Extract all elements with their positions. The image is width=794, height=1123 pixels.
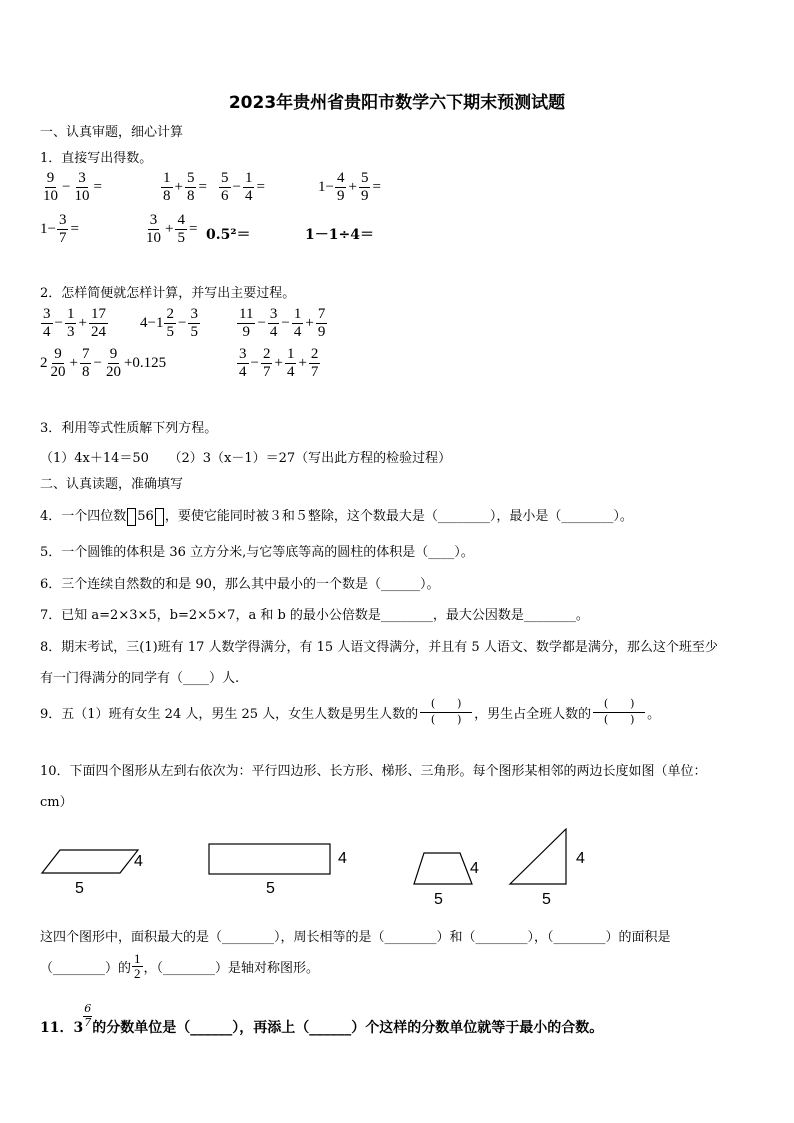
q11-text: 11．3 6 7 的分数单位是（______），再添上（______）个这样的分数单位就等于最小的合数。 xyxy=(40,1002,604,1037)
blank-digit-box[interactable] xyxy=(155,508,164,526)
rectangle-height-label: 4 xyxy=(338,850,347,867)
q1-expr-7: 0.5²＝ xyxy=(206,227,251,243)
q7-text: 7．已知 a=2×3×5，b=2×5×7，a 和 b 的最小公倍数是________，最大公因数是________。 xyxy=(40,608,589,623)
q1-expr-4: 1− $\frac{4}{9}$ + $\frac{5}{9}$ = xyxy=(318,170,381,204)
triangle-figure xyxy=(508,828,570,886)
q1-expr-8: 1－1÷4＝ xyxy=(305,227,374,243)
q1-expr-6: $\frac{3}{10}$ + $\frac{4}{5}$ = xyxy=(146,212,198,246)
blank-digit-box[interactable] xyxy=(127,508,136,526)
rectangle-width-label: 5 xyxy=(266,880,275,897)
q2-expr-2: 4−1 $\frac{2}{5}$ − $\frac{3}{5}$ xyxy=(140,306,198,340)
trapezoid-width-label: 5 xyxy=(434,891,443,908)
q10-text-line2: cm） xyxy=(40,795,73,810)
q3-equations: （1）4x＋14＝50 （2）3（x－1）＝27（写出此方程的检验过程） xyxy=(40,451,452,466)
trapezoid-height-label: 4 xyxy=(470,860,479,877)
q8-text-line2: 有一门得满分的同学有（____）人. xyxy=(40,671,240,686)
q2-expr-3: $\frac{11}{9}$ − $\frac{3}{4}$ − $\frac{1}{4}$ + $\frac{7}{9}$ xyxy=(239,306,326,340)
q6-text: 6．三个连续自然数的和是 90，那么其中最小的一个数是（______）。 xyxy=(40,577,440,592)
triangle-width-label: 5 xyxy=(542,891,551,908)
parallelogram-height-label: 4 xyxy=(134,853,143,870)
blank-fraction[interactable]: ( ) ( ) xyxy=(593,697,645,728)
q1-expr-1: $\frac{9}{10}$ − $\frac{3}{10}$ = xyxy=(43,170,102,204)
rectangle-figure xyxy=(208,843,333,877)
q2-label: 2．怎样简便就怎样计算，并写出主要过程。 xyxy=(40,286,296,301)
q1-label: 1．直接写出得数。 xyxy=(40,151,153,166)
q2-expr-1: $\frac{3}{4}$ − $\frac{1}{3}$ + $\frac{17}{24}$ xyxy=(43,306,106,340)
q3-label: 3．利用等式性质解下列方程。 xyxy=(40,421,218,436)
blank-fraction[interactable]: ( ) ( ) xyxy=(420,697,472,728)
q1-expr-5: 1− $\frac{3}{7}$ = xyxy=(40,212,79,246)
parallelogram-width-label: 5 xyxy=(75,880,84,897)
q2-expr-5: $\frac{3}{4}$ − $\frac{2}{7}$ + $\frac{1}{4}$ + $\frac{2}{7}$ xyxy=(239,346,319,380)
q2-expr-4: 2 $\frac{9}{20}$ + $\frac{7}{8}$ − $\frac{9}{20}$ +0.125 xyxy=(40,346,167,380)
section-2-heading: 二、认真读题，准确填写 xyxy=(40,477,184,492)
section-1-heading: 一、认真审题，细心计算 xyxy=(40,125,184,140)
q1-expr-2: $\frac{1}{8}$ + $\frac{5}{8}$ = xyxy=(163,170,207,204)
q10-text-line1: 10．下面四个图形从左到右依次为：平行四边形、长方形、梯形、三角形。每个图形某相邻的两边长度如图（单位： xyxy=(40,764,707,779)
q9-text: 9．五（1）班有女生 24 人，男生 25 人，女生人数是男生人数的 ( ) ( ) ，男生占全班人数的 ( ) ( ) 。 xyxy=(40,697,661,726)
q10-text-line3: 这四个图形中，面积最大的是（________），周长相等的是（________）和（________），（________）的面积是 xyxy=(40,930,671,945)
triangle-height-label: 4 xyxy=(576,850,585,867)
trapezoid-figure xyxy=(412,852,474,886)
q1-expr-3: $\frac{5}{6}$ − $\frac{1}{4}$ = xyxy=(221,170,265,204)
q5-text: 5．一个圆锥的体积是 36 立方分米,与它等底等高的圆柱的体积是（____）。 xyxy=(40,545,474,560)
q8-text-line1: 8．期末考试，三(1)班有 17 人数学得满分，有 15 人语文得满分，并且有 5 人语文、数学都是满分，那么这个班至少 xyxy=(40,640,718,655)
q10-text-line4: （________）的 $\frac{1}{2}$ ，（________）是轴对称图形。 xyxy=(40,951,320,982)
page-title: 2023年贵州省贵阳市数学六下期末预测试题 xyxy=(228,93,566,113)
q4-text: 4．一个四位数 56 ，要使它能同时被３和５整除，这个数最大是（________），最小是（________）。 xyxy=(40,509,633,524)
